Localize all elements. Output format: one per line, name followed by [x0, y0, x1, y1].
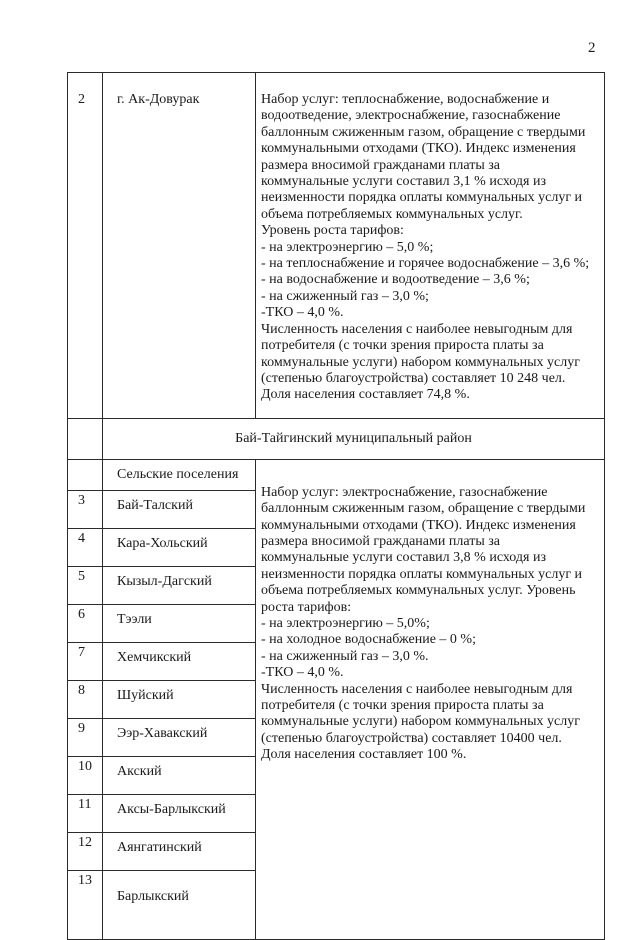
settlement-name: Кара-Хольский — [103, 528, 256, 566]
table-row-settlements-header — [68, 459, 605, 490]
description-line: - на электроэнергию – 5,0 %; — [261, 239, 434, 255]
settlement-name: Барлыкский — [103, 870, 256, 939]
row-number: 7 — [68, 642, 103, 680]
description-line: Доля населения составляет 100 %. — [261, 747, 467, 763]
row-number: 3 — [68, 490, 103, 528]
description-line: -ТКО – 4,0 %. — [261, 305, 344, 321]
row-number: 5 — [68, 566, 103, 604]
description-line: неизменности порядка оплаты коммунальных услуг и — [261, 190, 583, 206]
description-line: Численность населения с наиболее невыгодным для — [261, 321, 573, 337]
description-line: (степенью благоустройства) составляет 10400 чел. — [261, 730, 562, 746]
description-line: водоотведение, электроснабжение, газоснабжение — [261, 108, 561, 124]
description-line: - на водоснабжение и водоотведение – 3,6 %; — [261, 272, 530, 288]
description-line: коммунальные услуги составил 3,8 % исходя из — [261, 550, 546, 566]
row-number: 4 — [68, 528, 103, 566]
settlement-name: Аксы-Барлыкский — [103, 794, 256, 832]
empty-cell — [68, 418, 103, 459]
description-line: роста тарифов: — [261, 599, 352, 615]
description-line: коммунальные услуги составил 3,1 % исходя из — [261, 174, 546, 190]
region-title: Бай-Тайгинский муниципальный район — [103, 418, 605, 459]
services-description — [256, 459, 605, 939]
settlement-name: Аянгатинский — [103, 832, 256, 870]
row-number: 10 — [68, 756, 103, 794]
description-line: - на холодное водоснабжение – 0 %; — [261, 632, 476, 648]
description-line: потребителя (с точки зрения прироста платы за — [261, 338, 544, 354]
settlement-name: Кызыл-Дагский — [103, 566, 256, 604]
description-line: коммунальными отходами (ТКО). Индекс изменения — [261, 517, 576, 533]
description-line: Уровень роста тарифов: — [261, 223, 404, 239]
description-line: неизменности порядка оплаты коммунальных услуг и — [261, 566, 583, 582]
tariff-table — [67, 72, 605, 940]
description-line: - на теплоснабжение и горячее водоснабжение – 3,6 %; — [261, 256, 590, 272]
settlements-label: Сельские поселения — [103, 459, 256, 490]
settlement-name: Шуйский — [103, 680, 256, 718]
municipality-name: г. Ак-Довурак — [103, 73, 256, 419]
description-line: баллонным сжиженным газом, обращение с твердыми — [261, 501, 586, 517]
description-line: объема потребляемых коммунальных услуг. — [261, 206, 523, 222]
row-number: 13 — [68, 870, 103, 939]
settlement-name: Ээр-Хавакский — [103, 718, 256, 756]
description-line: баллонным сжиженным газом, обращение с твердыми — [261, 124, 586, 140]
description-line: -ТКО – 4,0 %. — [261, 665, 344, 681]
description-line: коммунальными отходами (ТКО). Индекс изменения — [261, 141, 576, 157]
row-number: 6 — [68, 604, 103, 642]
settlement-name: Бай-Талский — [103, 490, 256, 528]
description-line: - на электроэнергию – 5,0%; — [261, 615, 430, 631]
description-line: коммунальные услуги) набором коммунальных услуг — [261, 354, 580, 370]
description-line: объема потребляемых коммунальных услуг. Уровень — [261, 583, 576, 599]
services-description — [256, 73, 605, 419]
page-number: 2 — [588, 40, 596, 56]
description-line: - на сжиженный газ – 3,0 %; — [261, 288, 429, 304]
description-line: размера вносимой гражданами платы за — [261, 533, 500, 549]
description-line: размера вносимой гражданами платы за — [261, 157, 500, 173]
spacer — [261, 404, 600, 418]
table-row-region — [68, 418, 605, 459]
table-row-ak-dovurak — [68, 73, 605, 419]
description-line: потребителя (с точки зрения прироста платы за — [261, 698, 544, 713]
row-number: 11 — [68, 794, 103, 832]
row-number: 2 — [68, 73, 103, 419]
empty-cell — [68, 459, 103, 490]
row-number: 12 — [68, 832, 103, 870]
description-line: Набор услуг: электроснабжение, газоснабжение — [261, 484, 548, 500]
description-line: - на сжиженный газ – 3,0 %. — [261, 648, 429, 664]
description-line: Доля населения составляет 74,8 %. — [261, 387, 470, 403]
settlement-name: Хемчикский — [103, 642, 256, 680]
description-line: коммунальные услуги) набором коммунальных услуг — [261, 714, 580, 730]
settlement-name: Акский — [103, 756, 256, 794]
row-number: 9 — [68, 718, 103, 756]
row-number: 8 — [68, 680, 103, 718]
description-line: (степенью благоустройства) составляет 10 248 чел. — [261, 370, 566, 386]
settlement-name: Тээли — [103, 604, 256, 642]
description-line: Набор услуг: теплоснабжение, водоснабжение и — [261, 92, 550, 107]
description-line: Численность населения с наиболее невыгодным для — [261, 681, 573, 697]
